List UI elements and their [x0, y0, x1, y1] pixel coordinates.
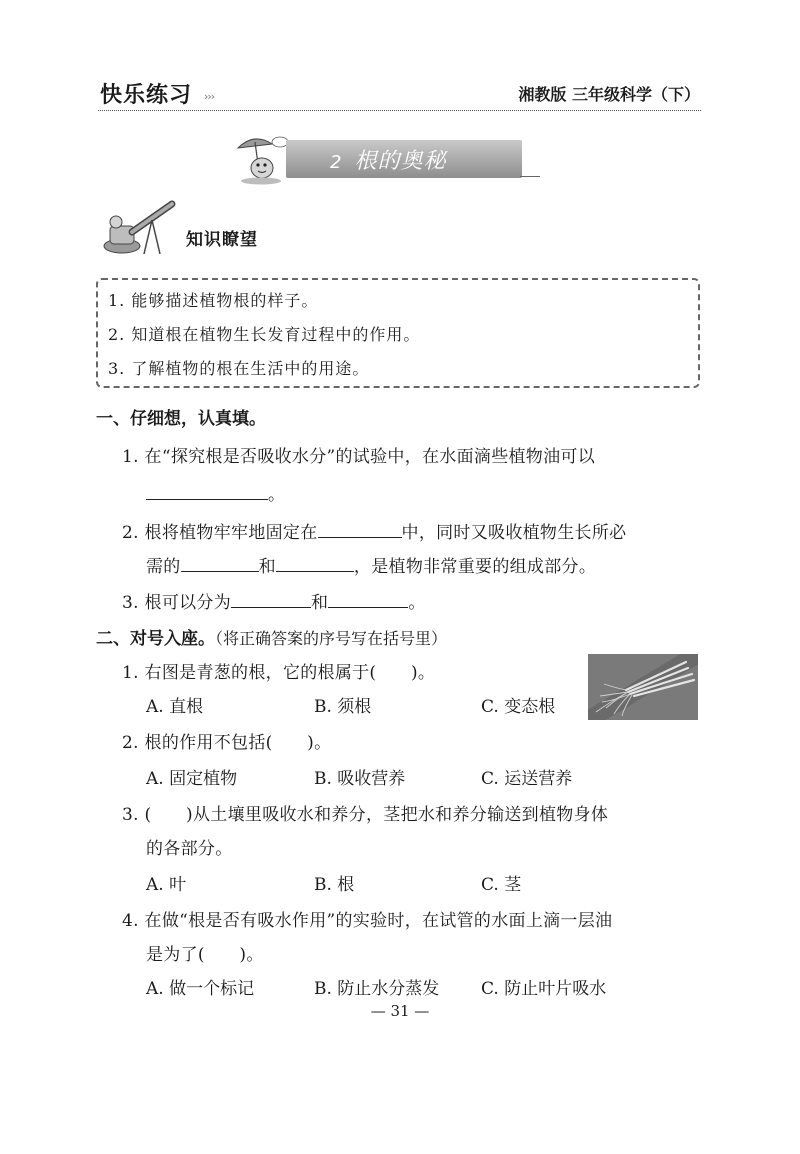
mascot-umbrella-icon: [232, 130, 290, 186]
mc-question-2: 2. 根的作用不包括( )。: [122, 733, 332, 753]
mc-question-1: 1. 右图是青葱的根，它的根属于( )。: [122, 663, 436, 683]
goal-item: 3. 了解植物的根在生活中的用途。: [108, 359, 370, 378]
lesson-title-underline: [520, 176, 540, 177]
header-chevron-icon: ›››: [204, 90, 215, 103]
mc-option[interactable]: C. 运送营养: [481, 769, 573, 789]
mc-question-4-cont: 是为了( )。: [146, 945, 264, 965]
mc-question-3-cont: 的各部分。: [146, 839, 233, 859]
goal-item: 1. 能够描述植物根的样子。: [108, 291, 319, 310]
goal-item: 2. 知道根在植物生长发育过程中的作用。: [108, 325, 421, 344]
mc-option[interactable]: A. 直根: [146, 697, 204, 717]
part2-heading: 二、对号入座。（将正确答案的序号写在括号里）: [96, 629, 448, 649]
lesson-title-text: 根的奥秘: [354, 149, 447, 174]
answer-blank[interactable]: [276, 555, 354, 572]
part1-heading: 一、仔细想，认真填。: [96, 409, 266, 429]
mc-option[interactable]: B. 须根: [314, 697, 372, 717]
answer-blank[interactable]: [146, 483, 268, 500]
mc-question-3: 3. ( )从土壤里吸收水和养分，茎把水和养分输送到植物身体: [122, 805, 609, 825]
header-book-info: 湘教版 三年级科学（下）: [518, 85, 700, 104]
mc-option[interactable]: C. 防止叶片吸水: [481, 979, 607, 999]
answer-blank[interactable]: [318, 521, 402, 538]
part1-q1-line1: 1. 在“探究根是否吸收水分”的试验中，在水面滴些植物油可以: [122, 447, 596, 467]
mc-question-4: 4. 在做“根是否有吸水作用”的实验时，在试管的水面上滴一层油: [122, 911, 613, 931]
scallion-root-photo: [588, 654, 698, 720]
section-tag-knowledge: 知识瞭望: [186, 230, 258, 250]
header-series-title: 快乐练习: [100, 83, 193, 108]
part1-q2-line1: 2. 根将植物牢牢地固定在 中，同时又吸收植物生长所必: [122, 523, 627, 543]
mc-option[interactable]: B. 吸收营养: [314, 769, 406, 789]
mc-option[interactable]: A. 固定植物: [146, 769, 238, 789]
answer-blank[interactable]: [328, 591, 408, 608]
answer-blank[interactable]: [181, 555, 259, 572]
part2-instruction: （将正确答案的序号写在括号里）: [215, 629, 448, 648]
mc-option[interactable]: C. 变态根: [481, 697, 556, 717]
mc-option[interactable]: B. 根: [314, 875, 355, 895]
part1-q1-line2: 。: [146, 480, 285, 505]
lesson-title: [330, 144, 446, 175]
lesson-number: 2: [330, 152, 343, 173]
telescope-icon: [102, 196, 182, 256]
mc-option[interactable]: A. 叶: [146, 875, 187, 895]
mc-option[interactable]: C. 茎: [481, 875, 522, 895]
header-divider: [98, 110, 701, 111]
part1-q3: 3. 根可以分为 和 。: [122, 593, 426, 613]
answer-blank[interactable]: [231, 591, 311, 608]
mc-option[interactable]: B. 防止水分蒸发: [314, 979, 440, 999]
page-number: — 31 —: [370, 1002, 430, 1020]
mc-option[interactable]: A. 做一个标记: [146, 979, 255, 999]
part1-q2-line2: 需的 和 ，是植物非常重要的组成部分。: [146, 557, 597, 577]
